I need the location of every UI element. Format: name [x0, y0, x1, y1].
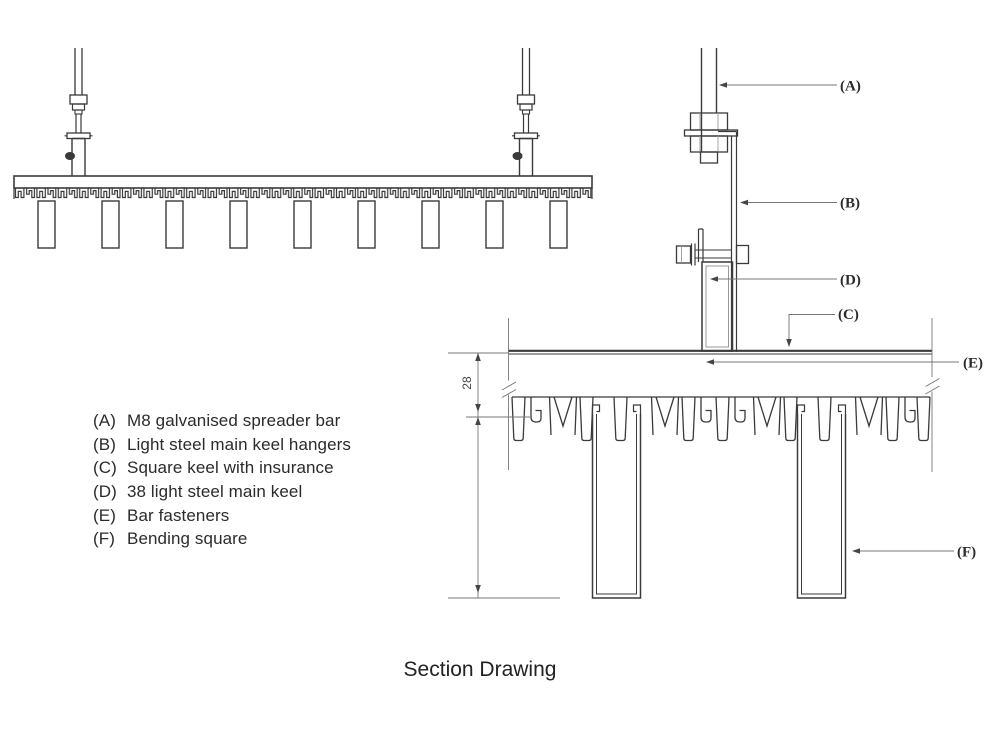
legend-item-c: [93, 456, 351, 480]
overview-hanger-right: [512, 48, 540, 176]
legend-item-b: [93, 433, 351, 457]
break-lines: [502, 318, 940, 472]
legend-key: (E): [93, 505, 116, 525]
legend-text: Light steel main keel hangers: [127, 434, 352, 454]
dimension-28-label: 28: [460, 376, 474, 390]
legend-item-a: [93, 409, 351, 433]
overview-baffles: [38, 201, 567, 248]
callout-label-e: (E): [963, 355, 983, 372]
keel-hanger-strap: [718, 132, 737, 353]
callout-label-c: (C): [838, 307, 859, 323]
dimension-lines: [448, 353, 560, 598]
legend-item-e: [93, 504, 351, 528]
legend-text: M8 galvanised spreader bar: [127, 410, 341, 430]
callout-arrows: [706, 82, 860, 554]
overview-carrier-bar: [14, 176, 592, 188]
strap-bolt: [677, 229, 749, 266]
detail-serrated-profile: [512, 397, 930, 441]
legend-item-d: [93, 480, 351, 504]
callout-leaders: [714, 85, 959, 551]
legend-key: (A): [93, 410, 116, 430]
legend-key: (F): [93, 529, 116, 549]
drawing-title: Section Drawing: [403, 658, 557, 681]
legend-key: (D): [93, 481, 117, 501]
overview-hanger-left: [65, 48, 93, 176]
callout-label-d: (D): [840, 272, 861, 289]
callout-label-f: (F): [957, 544, 977, 561]
legend-key: (B): [93, 434, 116, 454]
detail-baffle-left: [593, 405, 641, 598]
legend: [93, 409, 351, 551]
overview-serrated-profile: [14, 188, 592, 201]
legend-text: 38 light steel main keel: [127, 481, 303, 501]
nut-washer-stack: [685, 113, 738, 163]
detail-baffle-right: [798, 405, 846, 598]
overview-drawing: [14, 48, 592, 248]
legend-text: Square keel with insurance: [127, 458, 334, 478]
legend-text: Bar fasteners: [127, 505, 230, 525]
main-keel-channel: [702, 262, 733, 351]
callout-label-a: (A): [840, 78, 861, 95]
legend-text: Bending square: [127, 529, 248, 549]
callout-label-b: (B): [840, 195, 860, 212]
legend-item-f: [93, 527, 351, 551]
legend-key: (C): [93, 458, 117, 478]
